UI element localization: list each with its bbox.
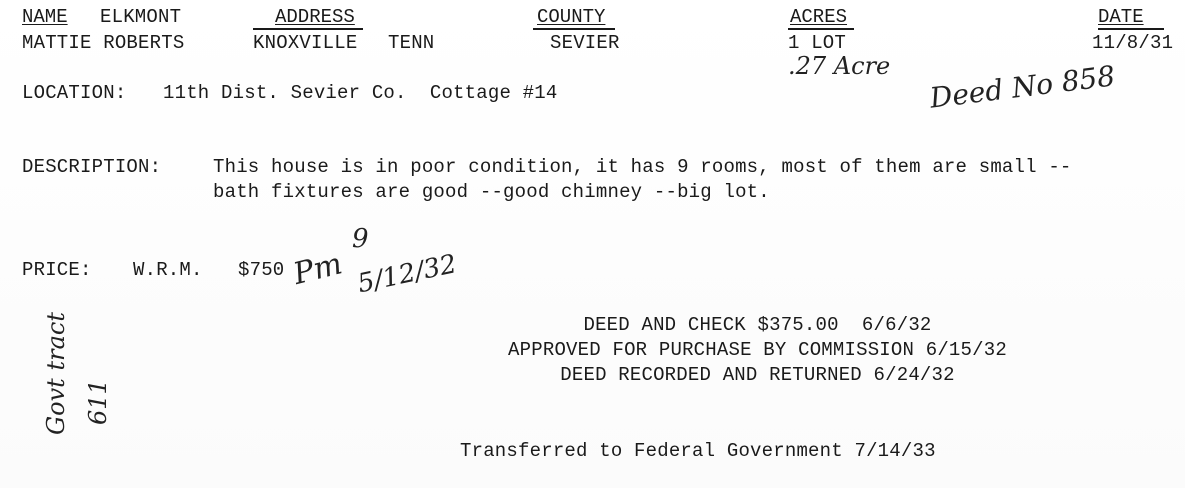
handwritten-deed-number: Deed No 858 xyxy=(928,59,1117,115)
price-basis: W.R.M. xyxy=(133,259,203,281)
handwritten-price-note: Pm xyxy=(290,246,346,292)
description-line-2: bath fixtures are good --good chimney --big lot. xyxy=(213,181,770,203)
location-value: 11th Dist. Sevier Co. Cottage #14 xyxy=(163,82,558,104)
transaction-block xyxy=(450,313,1065,388)
handwritten-price-superscript: 9 xyxy=(352,224,369,254)
acres-rule xyxy=(788,28,854,30)
price-label: PRICE: xyxy=(22,259,92,281)
transaction-line: DEED RECORDED AND RETURNED 6/24/32 xyxy=(560,364,955,386)
transfer-line: Transferred to Federal Government 7/14/33 xyxy=(460,440,936,462)
location-label: LOCATION: xyxy=(22,82,127,104)
address-rule xyxy=(253,28,363,30)
handwritten-margin-number: 611 xyxy=(84,379,112,425)
name-value: ELKMONT xyxy=(100,6,182,28)
handwritten-acre-note: .27 Acre xyxy=(788,52,891,80)
date-rule xyxy=(1098,28,1164,30)
county-value: SEVIER xyxy=(550,32,620,54)
owner-state: TENN xyxy=(388,32,435,54)
description-label: DESCRIPTION: xyxy=(22,156,162,178)
price-amount: $750 xyxy=(238,259,285,281)
owner-city: KNOXVILLE xyxy=(253,32,358,54)
handwritten-margin-tract: Govt tract xyxy=(42,312,70,435)
county-label: COUNTY xyxy=(537,6,606,28)
handwritten-price-date: 5/12/32 xyxy=(355,249,460,300)
acres-value: 1 LOT xyxy=(788,32,847,54)
transaction-line: DEED AND CHECK $375.00 6/6/32 xyxy=(583,314,932,336)
address-label: ADDRESS xyxy=(275,6,355,28)
county-rule xyxy=(533,28,615,30)
description-line-1: This house is in poor condition, it has 9 rooms, most of them are small -- xyxy=(213,156,1072,178)
date-value: 11/8/31 xyxy=(1092,32,1174,54)
date-label: DATE xyxy=(1098,6,1144,28)
acres-label: ACRES xyxy=(790,6,848,28)
transaction-line: APPROVED FOR PURCHASE BY COMMISSION 6/15/32 xyxy=(508,339,1007,361)
owner-name: MATTIE ROBERTS xyxy=(22,32,185,54)
name-label: NAME xyxy=(22,6,68,28)
